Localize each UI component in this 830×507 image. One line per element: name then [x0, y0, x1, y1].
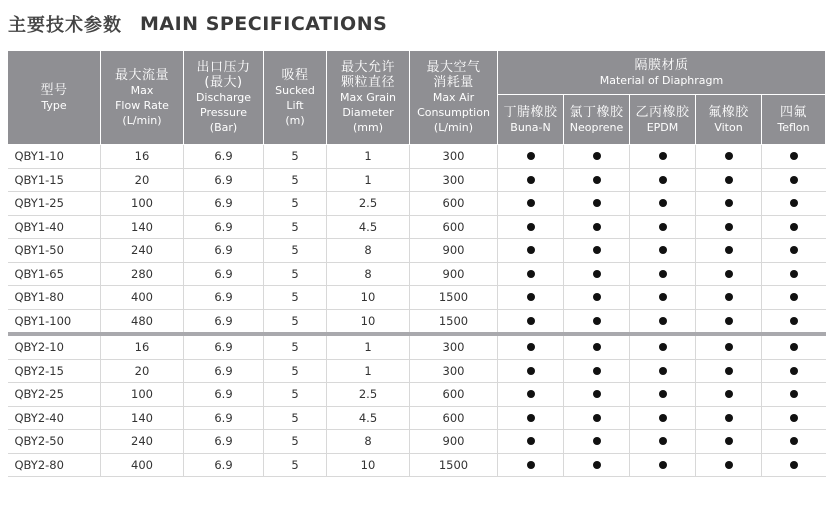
cell-material-available [696, 383, 762, 407]
available-dot-icon [527, 437, 535, 445]
cell-material-available [696, 406, 762, 430]
available-dot-icon [527, 199, 535, 207]
available-dot-icon [725, 176, 733, 184]
cell-material-available [498, 239, 564, 263]
cell-max-flow-rate: 100 [101, 383, 184, 407]
cell-type: QBY1-65 [8, 262, 101, 286]
table-row [8, 383, 826, 407]
cell-material-available [696, 192, 762, 216]
available-dot-icon [527, 390, 535, 398]
cell-material-available [696, 145, 762, 169]
cell-max-flow-rate: 16 [101, 145, 184, 169]
cell-max-grain-diameter: 8 [327, 430, 410, 454]
cell-sucked-lift: 5 [264, 215, 327, 239]
cell-material-available [762, 215, 826, 239]
available-dot-icon [725, 437, 733, 445]
cell-sucked-lift: 5 [264, 359, 327, 383]
available-dot-icon [593, 461, 601, 469]
cell-discharge-pressure: 6.9 [184, 334, 264, 359]
cell-max-air-consumption: 900 [410, 239, 498, 263]
available-dot-icon [527, 414, 535, 422]
cell-type: QBY1-25 [8, 192, 101, 216]
available-dot-icon [593, 246, 601, 254]
available-dot-icon [659, 176, 667, 184]
cell-material-available [564, 286, 630, 310]
cell-max-air-consumption: 900 [410, 430, 498, 454]
specifications-table [7, 50, 826, 477]
available-dot-icon [790, 199, 798, 207]
available-dot-icon [659, 461, 667, 469]
cell-sucked-lift: 5 [264, 145, 327, 169]
available-dot-icon [790, 390, 798, 398]
cell-material-available [696, 453, 762, 477]
cell-material-available [762, 430, 826, 454]
available-dot-icon [790, 223, 798, 231]
cell-sucked-lift: 5 [264, 286, 327, 310]
cell-material-available [630, 239, 696, 263]
cell-max-air-consumption: 300 [410, 168, 498, 192]
available-dot-icon [659, 152, 667, 160]
cell-type: QBY1-10 [8, 145, 101, 169]
cell-max-flow-rate: 20 [101, 168, 184, 192]
available-dot-icon [790, 317, 798, 325]
cell-sucked-lift: 5 [264, 262, 327, 286]
cell-max-grain-diameter: 2.5 [327, 192, 410, 216]
cell-max-grain-diameter: 1 [327, 168, 410, 192]
table-row [8, 453, 826, 477]
cell-max-flow-rate: 140 [101, 215, 184, 239]
cell-max-grain-diameter: 1 [327, 359, 410, 383]
available-dot-icon [527, 152, 535, 160]
table-header [8, 51, 826, 145]
cell-max-air-consumption: 600 [410, 383, 498, 407]
table-row [8, 359, 826, 383]
available-dot-icon [790, 246, 798, 254]
cell-material-available [564, 239, 630, 263]
cell-max-grain-diameter: 4.5 [327, 406, 410, 430]
table-row [8, 309, 826, 334]
cell-material-available [498, 262, 564, 286]
header-type: 型号 Type [8, 51, 101, 145]
cell-max-grain-diameter: 2.5 [327, 383, 410, 407]
available-dot-icon [659, 343, 667, 351]
cell-material-available [762, 334, 826, 359]
table-row [8, 168, 826, 192]
table-row [8, 239, 826, 263]
cell-type: QBY2-80 [8, 453, 101, 477]
available-dot-icon [593, 293, 601, 301]
cell-material-available [498, 309, 564, 334]
cell-sucked-lift: 5 [264, 168, 327, 192]
cell-material-available [696, 430, 762, 454]
header-material-epdm: 乙丙橡胶 EPDM [630, 95, 696, 145]
available-dot-icon [659, 317, 667, 325]
available-dot-icon [593, 437, 601, 445]
available-dot-icon [527, 461, 535, 469]
cell-type: QBY2-40 [8, 406, 101, 430]
cell-max-air-consumption: 600 [410, 406, 498, 430]
cell-type: QBY1-100 [8, 309, 101, 334]
cell-max-air-consumption: 1500 [410, 453, 498, 477]
cell-sucked-lift: 5 [264, 334, 327, 359]
cell-max-flow-rate: 280 [101, 262, 184, 286]
cell-sucked-lift: 5 [264, 406, 327, 430]
header-max-grain-diameter: 最大允许 颗粒直径 Max Grain Diameter (mm) [327, 51, 410, 145]
cell-max-air-consumption: 300 [410, 359, 498, 383]
available-dot-icon [725, 246, 733, 254]
cell-max-grain-diameter: 1 [327, 145, 410, 169]
cell-material-available [762, 309, 826, 334]
cell-material-available [564, 192, 630, 216]
header-max-air-consumption: 最大空气 消耗量 Max Air Consumption (L/min) [410, 51, 498, 145]
cell-material-available [762, 406, 826, 430]
cell-type: QBY2-15 [8, 359, 101, 383]
cell-max-flow-rate: 100 [101, 192, 184, 216]
cell-discharge-pressure: 6.9 [184, 262, 264, 286]
cell-discharge-pressure: 6.9 [184, 286, 264, 310]
cell-material-available [762, 453, 826, 477]
available-dot-icon [659, 437, 667, 445]
table-row [8, 334, 826, 359]
cell-max-air-consumption: 1500 [410, 286, 498, 310]
cell-material-available [630, 168, 696, 192]
cell-material-available [564, 262, 630, 286]
available-dot-icon [593, 176, 601, 184]
available-dot-icon [593, 390, 601, 398]
table-row [8, 406, 826, 430]
cell-material-available [696, 334, 762, 359]
table-row [8, 192, 826, 216]
cell-material-available [564, 168, 630, 192]
cell-discharge-pressure: 6.9 [184, 430, 264, 454]
available-dot-icon [659, 199, 667, 207]
cell-discharge-pressure: 6.9 [184, 239, 264, 263]
cell-max-flow-rate: 240 [101, 239, 184, 263]
available-dot-icon [659, 270, 667, 278]
table-row [8, 145, 826, 169]
cell-material-available [498, 286, 564, 310]
available-dot-icon [593, 343, 601, 351]
header-material-neoprene: 氯丁橡胶 Neoprene [564, 95, 630, 145]
available-dot-icon [659, 246, 667, 254]
available-dot-icon [725, 152, 733, 160]
cell-material-available [630, 145, 696, 169]
available-dot-icon [527, 176, 535, 184]
header-discharge-pressure: 出口压力 (最大) Discharge Pressure (Bar) [184, 51, 264, 145]
cell-discharge-pressure: 6.9 [184, 192, 264, 216]
cell-type: QBY2-50 [8, 430, 101, 454]
cell-material-available [696, 286, 762, 310]
cell-max-flow-rate: 400 [101, 453, 184, 477]
cell-sucked-lift: 5 [264, 309, 327, 334]
available-dot-icon [790, 461, 798, 469]
cell-max-grain-diameter: 10 [327, 309, 410, 334]
available-dot-icon [725, 317, 733, 325]
cell-max-flow-rate: 16 [101, 334, 184, 359]
available-dot-icon [659, 223, 667, 231]
cell-material-available [564, 383, 630, 407]
available-dot-icon [725, 270, 733, 278]
cell-material-available [498, 192, 564, 216]
cell-material-available [630, 430, 696, 454]
cell-discharge-pressure: 6.9 [184, 383, 264, 407]
cell-max-grain-diameter: 10 [327, 286, 410, 310]
cell-material-available [762, 359, 826, 383]
cell-material-available [696, 239, 762, 263]
cell-material-available [630, 309, 696, 334]
available-dot-icon [725, 343, 733, 351]
cell-sucked-lift: 5 [264, 383, 327, 407]
cell-material-available [564, 334, 630, 359]
page-title [8, 10, 387, 38]
title-english: MAIN SPECIFICATIONS [140, 13, 388, 35]
available-dot-icon [790, 270, 798, 278]
available-dot-icon [593, 152, 601, 160]
cell-max-flow-rate: 20 [101, 359, 184, 383]
available-dot-icon [593, 414, 601, 422]
available-dot-icon [725, 461, 733, 469]
cell-type: QBY1-80 [8, 286, 101, 310]
cell-max-grain-diameter: 10 [327, 453, 410, 477]
cell-material-available [762, 145, 826, 169]
available-dot-icon [593, 199, 601, 207]
cell-material-available [630, 453, 696, 477]
cell-material-available [564, 145, 630, 169]
cell-material-available [498, 359, 564, 383]
available-dot-icon [527, 223, 535, 231]
header-sucked-lift: 吸程 Sucked Lift (m) [264, 51, 327, 145]
available-dot-icon [790, 437, 798, 445]
cell-material-available [630, 215, 696, 239]
cell-material-available [630, 192, 696, 216]
cell-max-air-consumption: 600 [410, 192, 498, 216]
table-row [8, 215, 826, 239]
cell-max-air-consumption: 900 [410, 262, 498, 286]
cell-discharge-pressure: 6.9 [184, 359, 264, 383]
cell-material-available [762, 262, 826, 286]
cell-type: QBY2-10 [8, 334, 101, 359]
cell-material-available [564, 406, 630, 430]
table-row [8, 430, 826, 454]
cell-max-grain-diameter: 8 [327, 262, 410, 286]
cell-max-flow-rate: 400 [101, 286, 184, 310]
available-dot-icon [527, 367, 535, 375]
available-dot-icon [725, 293, 733, 301]
available-dot-icon [659, 367, 667, 375]
cell-material-available [498, 453, 564, 477]
cell-material-available [498, 383, 564, 407]
cell-material-available [762, 239, 826, 263]
cell-material-available [696, 168, 762, 192]
available-dot-icon [527, 317, 535, 325]
cell-max-air-consumption: 300 [410, 334, 498, 359]
available-dot-icon [527, 293, 535, 301]
available-dot-icon [790, 176, 798, 184]
cell-max-flow-rate: 480 [101, 309, 184, 334]
cell-material-available [498, 406, 564, 430]
cell-material-available [762, 286, 826, 310]
cell-material-available [630, 406, 696, 430]
cell-material-available [564, 309, 630, 334]
table-body [8, 145, 826, 477]
available-dot-icon [725, 414, 733, 422]
cell-sucked-lift: 5 [264, 239, 327, 263]
cell-material-available [630, 286, 696, 310]
cell-max-grain-diameter: 8 [327, 239, 410, 263]
header-diaphragm-material: 隔膜材质 Material of Diaphragm [498, 51, 826, 95]
header-material-viton: 氟橡胶 Viton [696, 95, 762, 145]
cell-material-available [762, 168, 826, 192]
cell-type: QBY1-15 [8, 168, 101, 192]
available-dot-icon [659, 293, 667, 301]
header-max-flow-rate: 最大流量 Max Flow Rate (L/min) [101, 51, 184, 145]
available-dot-icon [725, 390, 733, 398]
cell-type: QBY1-40 [8, 215, 101, 239]
cell-type: QBY1-50 [8, 239, 101, 263]
available-dot-icon [790, 293, 798, 301]
cell-material-available [762, 383, 826, 407]
cell-material-available [630, 262, 696, 286]
available-dot-icon [659, 414, 667, 422]
cell-material-available [696, 359, 762, 383]
cell-max-flow-rate: 240 [101, 430, 184, 454]
cell-discharge-pressure: 6.9 [184, 406, 264, 430]
cell-material-available [498, 168, 564, 192]
available-dot-icon [593, 223, 601, 231]
cell-discharge-pressure: 6.9 [184, 309, 264, 334]
available-dot-icon [593, 270, 601, 278]
available-dot-icon [659, 390, 667, 398]
available-dot-icon [593, 317, 601, 325]
cell-discharge-pressure: 6.9 [184, 145, 264, 169]
cell-sucked-lift: 5 [264, 192, 327, 216]
cell-material-available [630, 383, 696, 407]
header-material-buna-n: 丁腈橡胶 Buna-N [498, 95, 564, 145]
cell-material-available [564, 453, 630, 477]
cell-material-available [498, 334, 564, 359]
available-dot-icon [593, 367, 601, 375]
cell-material-available [564, 359, 630, 383]
cell-material-available [696, 262, 762, 286]
header-material-teflon: 四氟 Teflon [762, 95, 826, 145]
available-dot-icon [725, 223, 733, 231]
available-dot-icon [725, 367, 733, 375]
available-dot-icon [790, 414, 798, 422]
cell-sucked-lift: 5 [264, 430, 327, 454]
cell-material-available [564, 430, 630, 454]
cell-material-available [498, 215, 564, 239]
cell-material-available [696, 309, 762, 334]
cell-material-available [498, 430, 564, 454]
available-dot-icon [725, 199, 733, 207]
table-row [8, 262, 826, 286]
title-chinese: 主要技术参数 [8, 15, 122, 36]
cell-material-available [564, 215, 630, 239]
cell-discharge-pressure: 6.9 [184, 453, 264, 477]
cell-max-air-consumption: 300 [410, 145, 498, 169]
available-dot-icon [790, 367, 798, 375]
available-dot-icon [527, 270, 535, 278]
cell-type: QBY2-25 [8, 383, 101, 407]
available-dot-icon [790, 152, 798, 160]
cell-max-air-consumption: 600 [410, 215, 498, 239]
cell-material-available [696, 215, 762, 239]
cell-max-flow-rate: 140 [101, 406, 184, 430]
cell-max-air-consumption: 1500 [410, 309, 498, 334]
cell-max-grain-diameter: 4.5 [327, 215, 410, 239]
cell-material-available [762, 192, 826, 216]
cell-material-available [630, 359, 696, 383]
cell-material-available [630, 334, 696, 359]
cell-max-grain-diameter: 1 [327, 334, 410, 359]
table-row [8, 286, 826, 310]
available-dot-icon [527, 246, 535, 254]
available-dot-icon [790, 343, 798, 351]
cell-discharge-pressure: 6.9 [184, 168, 264, 192]
available-dot-icon [527, 343, 535, 351]
cell-material-available [498, 145, 564, 169]
cell-sucked-lift: 5 [264, 453, 327, 477]
cell-discharge-pressure: 6.9 [184, 215, 264, 239]
